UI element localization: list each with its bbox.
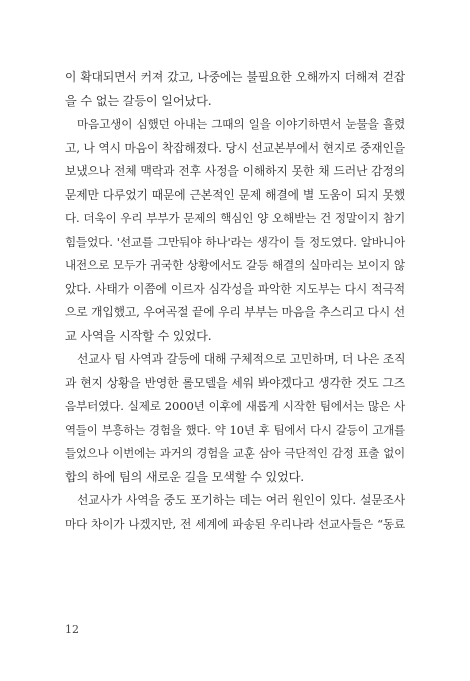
text-line: 으로 개입했고, 우여곡절 끝에 우리 부부는 마음을 추스리고 다시 선 [65, 305, 405, 319]
text-line: 을 수 없는 갈등이 일어났다. [65, 93, 212, 108]
text-line: 다. 더욱이 우리 부부가 문제의 핵심인 양 오해받는 건 정말이지 참기 [65, 211, 405, 225]
paragraph [65, 113, 405, 348]
text-line: 힘들었다. '선교를 그만둬야 하나'라는 생각이 들 정도였다. 알바니아 [65, 234, 405, 249]
text-line: 마다 차이가 나겠지만, 전 세계에 파송된 우리나라 선교사들은 “동료 [65, 516, 405, 531]
text-line: 문제만 다루었기 때문에 근본적인 문제 해결에 별 도움이 되지 못했 [65, 187, 405, 202]
paragraph [65, 489, 405, 536]
text-line: 역들이 부흥하는 경험을 했다. 약 10년 후 팀에서 다시 갈등이 고개를 [65, 422, 405, 437]
text-line: 마음고생이 심했던 아내는 그때의 일을 이야기하면서 눈물을 흘렸 [77, 117, 405, 131]
page-body [65, 66, 405, 536]
text-line: 음부터였다. 실제로 2000년 이후에 새롭게 시작한 팀에서는 많은 사 [65, 399, 405, 413]
paragraph [65, 348, 405, 489]
text-line: 보냈으나 전체 맥락과 전후 사정을 이해하지 못한 채 드러난 감정의 [65, 164, 405, 178]
text-line: 교 사역을 시작할 수 있었다. [65, 328, 212, 343]
text-line: 들었으나 이번에는 과거의 경험을 교훈 삼아 극단적인 감정 표출 없이 [65, 446, 405, 460]
page-number: 12 [65, 623, 79, 636]
paragraph [65, 66, 405, 113]
text-line: 선교사가 사역을 중도 포기하는 데는 여러 원인이 있다. 설문조사 [77, 493, 405, 507]
text-line: 내전으로 모두가 귀국한 상황에서도 갈등 해결의 실마리는 보이지 않 [65, 258, 405, 272]
text-line: 선교사 팀 사역과 갈등에 대해 구체적으로 고민하며, 더 나은 조직 [77, 352, 406, 366]
text-line: 고, 나 역시 마음이 착잡해졌다. 당시 선교본부에서 현지로 중재인을 [65, 140, 405, 155]
text-line: 과 현지 상황을 반영한 롤모델을 세워 봐야겠다고 생각한 것도 그즈 [65, 375, 405, 390]
text-line: 았다. 사태가 이쯤에 이르자 심각성을 파악한 지도부는 다시 적극적 [65, 281, 405, 296]
text-line: 합의 하에 팀의 새로운 길을 모색할 수 있었다. [65, 469, 305, 484]
text-line: 이 확대되면서 커져 갔고, 나중에는 불필요한 오해까지 더해져 걷잡 [65, 70, 405, 84]
